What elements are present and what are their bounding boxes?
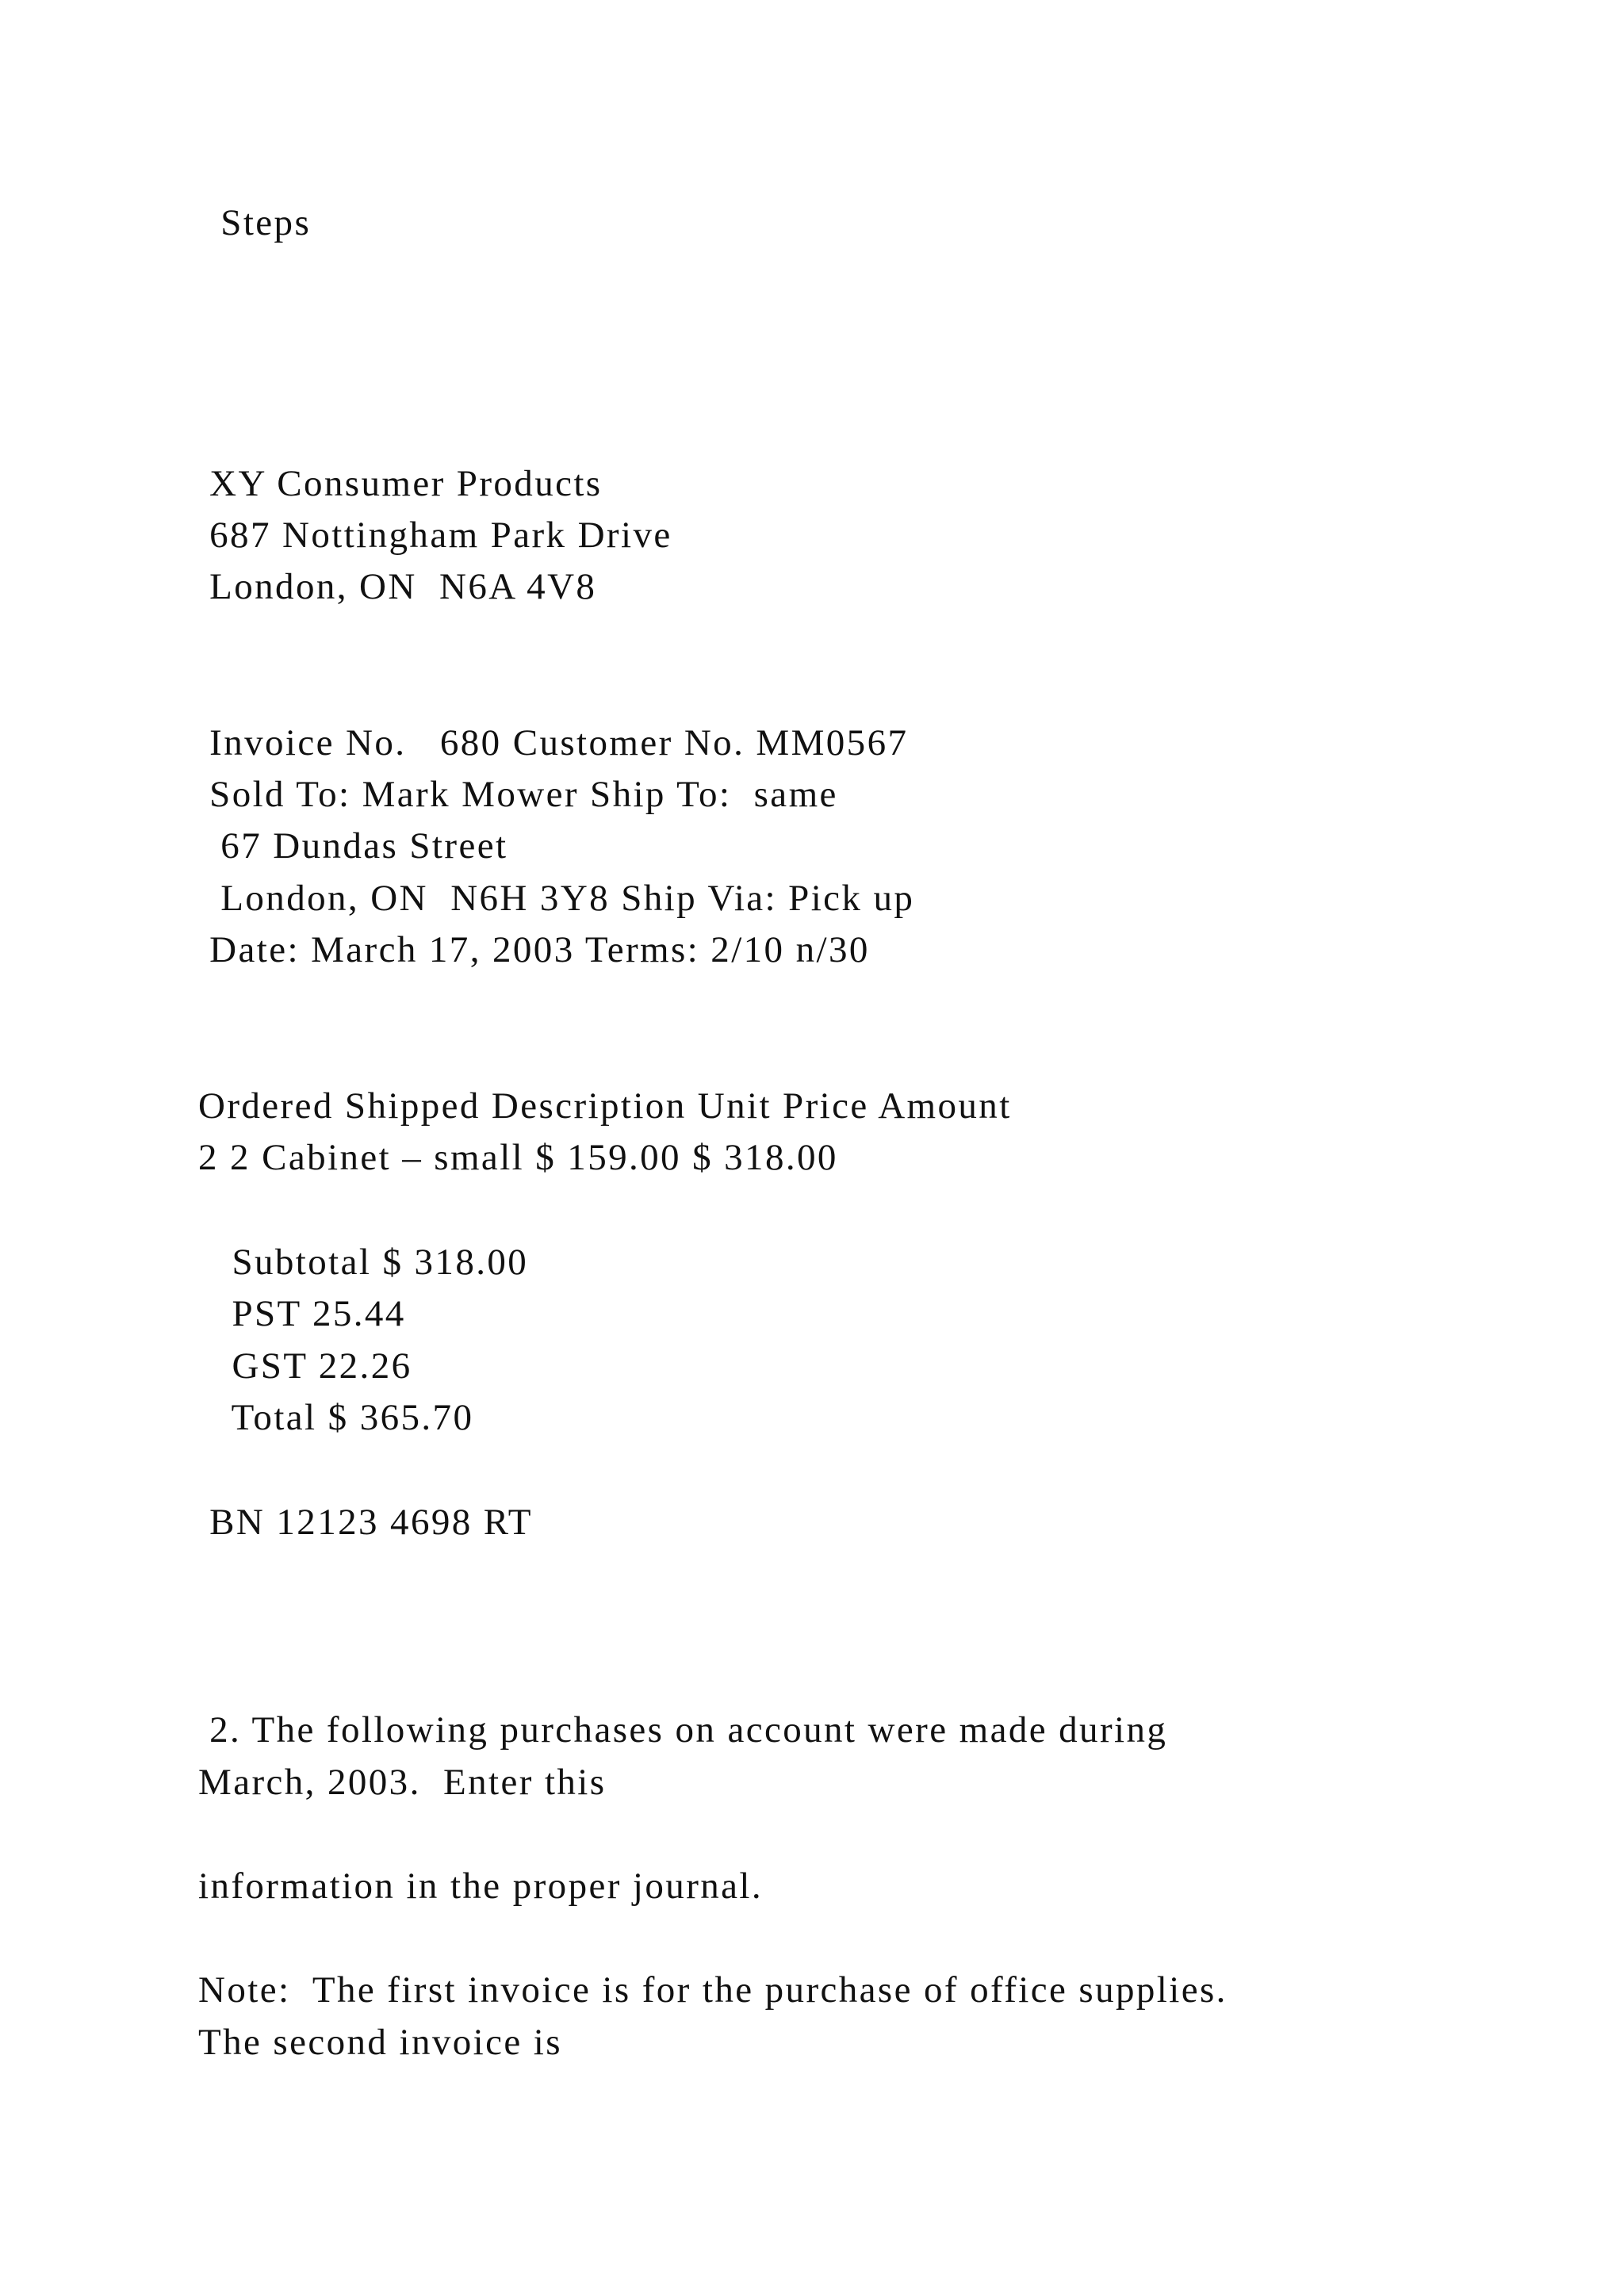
vendor-name: XY Consumer Products — [198, 463, 603, 504]
subtotal-line: Subtotal $ 318.00 — [198, 1242, 529, 1283]
pst-line: PST 25.44 — [198, 1293, 406, 1334]
vendor-street: 687 Nottingham Park Drive — [198, 515, 672, 556]
vendor-city: London, ON N6A 4V8 — [198, 566, 597, 607]
date-terms-line: Date: March 17, 2003 Terms: 2/10 n/30 — [198, 929, 870, 970]
business-number: BN 12123 4698 RT — [198, 1502, 533, 1543]
items-header: Ordered Shipped Description Unit Price Amount — [198, 1085, 1012, 1127]
invoice-number-line: Invoice No. 680 Customer No. MM0567 — [198, 722, 909, 763]
item-row: 2 2 Cabinet – small $ 159.00 $ 318.00 — [198, 1137, 838, 1178]
task-line-2: March, 2003. Enter this — [198, 1762, 607, 1803]
task-line-1: 2. The following purchases on account were made during — [198, 1709, 1168, 1751]
sold-to-line: Sold To: Mark Mower Ship To: same — [198, 774, 838, 815]
task-line-3: information in the proper journal. — [198, 1866, 764, 1907]
total-line: Total $ 365.70 — [198, 1397, 474, 1438]
city-ship-via-line: London, ON N6H 3Y8 Ship Via: Pick up — [198, 878, 915, 919]
steps-heading: Steps — [198, 202, 312, 243]
note-line-2: The second invoice is — [198, 2022, 562, 2063]
street-line: 67 Dundas Street — [198, 825, 508, 867]
note-line-1: Note: The first invoice is for the purchase of office supplies. — [198, 1969, 1228, 2011]
gst-line: GST 22.26 — [198, 1345, 412, 1387]
